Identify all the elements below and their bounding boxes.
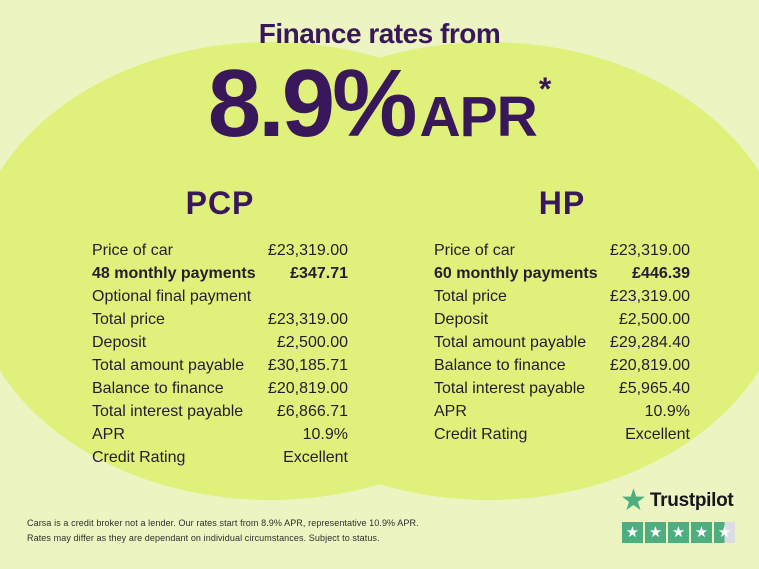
row-label: 48 monthly payments [92,265,256,282]
rate-footnote-marker: * [538,71,552,107]
table-row [434,262,690,285]
row-label: Credit Rating [92,449,186,466]
disclaimer-text [27,516,419,546]
row-label: Balance to finance [92,380,224,397]
table-row [434,308,690,331]
table-row [92,331,348,354]
disclaimer-line-1: Carsa is a credit broker not a lender. Our rates start from 8.9% APR, representative 10.9% APR. [27,518,419,528]
row-label: Price of car [434,242,515,259]
table-row [434,331,690,354]
rate-value: 8.9% [207,50,415,157]
row-label: Balance to finance [434,357,566,374]
trustpilot-rating-stars [622,522,735,543]
row-value: £30,185.71 [267,357,348,374]
row-value: 10.9% [302,426,348,443]
headline-rate [0,50,759,157]
table-row [434,239,690,262]
row-label: APR [92,426,125,443]
row-value: £20,819.00 [267,380,348,397]
row-value: £2,500.00 [618,311,690,328]
row-label: APR [434,403,467,420]
table-row [92,285,348,308]
row-value: £23,319.00 [609,288,690,305]
table-row [92,377,348,400]
rating-star [714,522,735,543]
trustpilot-logo [620,484,735,517]
trustpilot-star-icon: ★ [620,484,647,517]
trustpilot-wordmark: Trustpilot [649,490,734,511]
row-label: Total interest payable [434,380,586,397]
disclaimer-line-2: Rates may differ as they are dependant on individual circumstances. Subject to status. [27,533,380,543]
star-icon: ★ [625,524,640,541]
row-label: Credit Rating [434,426,528,443]
star-icon: ★ [648,524,663,541]
rate-unit: APR [419,85,537,149]
row-label: Total price [434,288,507,305]
page-title: Finance rates from [258,18,501,49]
pcp-column [92,184,348,469]
table-row [92,262,348,285]
rating-star [691,522,712,543]
table-row [92,423,348,446]
row-label: Optional final payment [92,288,252,305]
star-icon: ★ [671,524,686,541]
row-value: £5,965.40 [618,380,690,397]
row-label: Deposit [434,311,489,328]
row-value: £2,500.00 [276,334,348,351]
star-icon: ★ [694,524,709,541]
row-label: Deposit [92,334,147,351]
table-row [92,446,348,469]
row-label: Total interest payable [92,403,244,420]
hp-column [434,184,690,446]
table-row [92,400,348,423]
table-row [92,308,348,331]
rating-star [668,522,689,543]
pcp-table [92,239,348,469]
row-value: £6,866.71 [276,403,348,420]
table-row [434,423,690,446]
row-value: 10.9% [644,403,690,420]
row-label: Total amount payable [92,357,245,374]
star-icon: ★ [717,524,732,541]
row-value: £23,319.00 [267,311,348,328]
row-value: £446.39 [632,265,690,282]
row-value: £347.71 [290,265,348,282]
hp-table [434,239,690,446]
row-value: £23,319.00 [609,242,690,259]
row-label: Total amount payable [434,334,587,351]
table-row [434,354,690,377]
hp-title: HP [538,185,586,221]
row-value: Excellent [283,449,348,466]
row-value: £20,819.00 [609,357,690,374]
table-row [434,285,690,308]
row-label: 60 monthly payments [434,265,598,282]
table-row [92,354,348,377]
table-row [434,400,690,423]
rating-star [645,522,666,543]
pcp-title: PCP [185,185,255,221]
row-value: £29,284.40 [609,334,690,351]
table-row [92,239,348,262]
row-value: Excellent [625,426,690,443]
row-label: Total price [92,311,165,328]
row-label: Price of car [92,242,173,259]
rating-star [622,522,643,543]
table-row [434,377,690,400]
trustpilot-badge [620,484,735,543]
row-value: £23,319.00 [267,242,348,259]
